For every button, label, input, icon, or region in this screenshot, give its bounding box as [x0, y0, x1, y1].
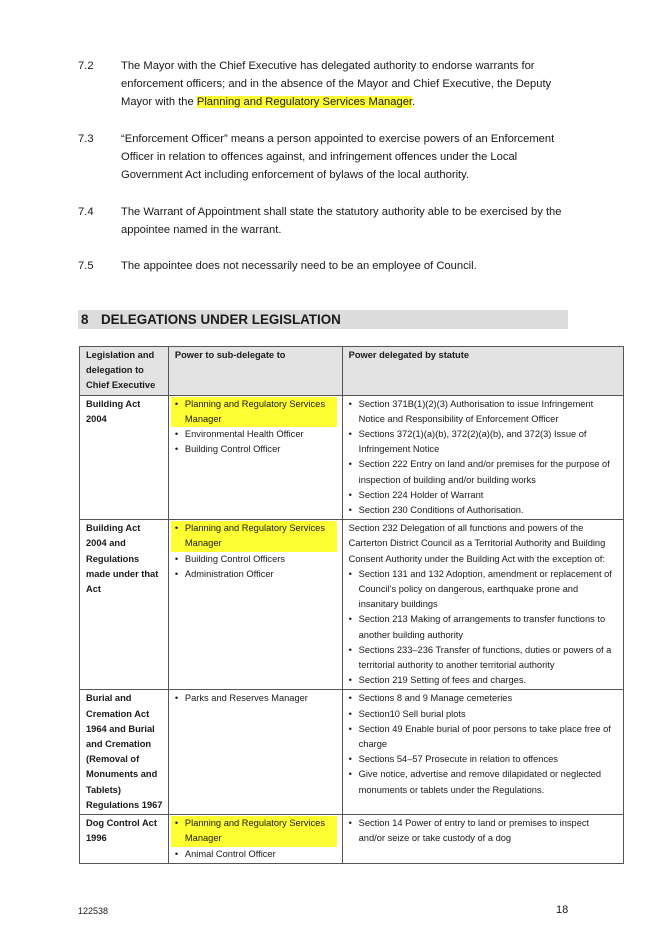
list-item: • Building Control Officers [175, 552, 337, 567]
subdelegate-list [175, 816, 337, 862]
column-header-power: Power delegated by statute [342, 347, 623, 396]
paragraph-7-5 [78, 257, 578, 275]
list-item: • Section 224 Holder of Warrant [349, 488, 618, 503]
table-row [80, 395, 624, 520]
paragraph-7-3 [78, 130, 578, 185]
section-number: 8 [81, 312, 89, 327]
list-item: • Section 219 Setting of fees and charges. [349, 673, 618, 688]
power-list [349, 397, 618, 519]
paragraph-text: The Mayor with the Chief Executive has delegated authority to endorse warrants for enforcement officers; and in the absence of the Mayor and Chief Executive, the Deputy Mayor with the Planning and Regulatory Services Manager. [121, 60, 552, 109]
list-item: • Section 49 Enable burial of poor persons to take place free of charge [349, 722, 618, 752]
subdelegate-list [175, 521, 337, 582]
delegations-table [79, 346, 624, 864]
table-row [80, 690, 624, 815]
subdelegate-cell [168, 395, 342, 520]
power-list [349, 816, 618, 846]
power-cell [342, 520, 623, 690]
paragraph-text: The appointee does not necessarily need to be an employee of Council. [121, 260, 477, 272]
legislation-cell: Building Act 2004 [80, 395, 169, 520]
paragraph-text: “Enforcement Officer” means a person appointed to exercise powers of an Enforcement Officer in relation to offences against, and infringement offences under the Local Government Act including enforcement of bylaws of the local authority. [121, 133, 555, 182]
highlighted-text: Planning and Regulatory Services Manager [196, 96, 413, 109]
list-item: • Parks and Reserves Manager [175, 691, 337, 706]
list-item: • Environmental Health Officer [175, 427, 337, 442]
paragraph-7-4 [78, 203, 578, 239]
paragraph-7-2 [78, 57, 578, 112]
list-item: • Administration Officer [175, 567, 337, 582]
list-item: • Sections 8 and 9 Manage cemeteries [349, 691, 618, 706]
table-row [80, 815, 624, 864]
list-item: • Planning and Regulatory Services Manager [171, 521, 337, 551]
list-item: • Section 222 Entry on land and/or premises for the purpose of inspection of building and/or building works [349, 457, 618, 487]
subdelegate-cell [168, 690, 342, 815]
paragraph-number: 7.2 [78, 60, 94, 72]
document-id: 122538 [78, 906, 109, 916]
column-header-legislation: Legislation and delegation to Chief Executive [80, 347, 169, 396]
legislation-cell: Building Act 2004 and Regulations made under that Act [80, 520, 169, 690]
column-header-subdelegate: Power to sub-delegate to [168, 347, 342, 396]
power-list [349, 691, 618, 797]
list-item: • Planning and Regulatory Services Manager [171, 816, 337, 846]
list-item: • Section10 Sell burial plots [349, 707, 618, 722]
list-item: • Section 230 Conditions of Authorisation. [349, 503, 618, 518]
table-row [80, 520, 624, 690]
list-item: • Section 14 Power of entry to land or premises to inspect and/or seize or take custody of a dog [349, 816, 618, 846]
power-cell [342, 395, 623, 520]
paragraph-text: The Warrant of Appointment shall state the statutory authority able to be exercised by the appointee named in the warrant. [121, 206, 562, 237]
list-item: • Section 213 Making of arrangements to transfer functions to another building authority [349, 612, 618, 642]
power-intro: Section 232 Delegation of all functions and powers of the Carterton District Council as a Territorial Authority and Building Consent Authority under the Building Act with the exception of: [348, 523, 606, 564]
list-item: • Sections 372(1)(a)(b), 372(2)(a)(b), and 372(3) Issue of Infringement Notice [349, 427, 618, 457]
subdelegate-list [175, 397, 337, 458]
legislation-cell: Burial and Cremation Act 1964 and Burial and Cremation (Removal of Monuments and Tablets) Regulations 1967 [80, 690, 169, 815]
power-cell [342, 815, 623, 864]
list-item: • Animal Control Officer [175, 847, 337, 862]
section-title: DELEGATIONS UNDER LEGISLATION [101, 312, 341, 327]
list-item: • Sections 54–57 Prosecute in relation to offences [349, 752, 618, 767]
legislation-cell: Dog Control Act 1996 [80, 815, 169, 864]
section-heading [78, 310, 568, 329]
subdelegate-list [175, 691, 337, 706]
page-number: 18 [556, 904, 569, 916]
paragraph-number: 7.5 [78, 260, 94, 272]
table-header-row [80, 347, 624, 396]
list-item: • Building Control Officer [175, 442, 337, 457]
list-item: • Give notice, advertise and remove dilapidated or neglected monuments or tablets under the Regulations. [349, 767, 618, 797]
subdelegate-cell [168, 815, 342, 864]
list-item: • Planning and Regulatory Services Manager [171, 397, 337, 427]
power-cell [342, 690, 623, 815]
list-item: • Sections 233–236 Transfer of functions, duties or powers of a territorial authority to another territorial authority [349, 643, 618, 673]
power-list [349, 567, 618, 689]
paragraph-number: 7.4 [78, 206, 94, 218]
subdelegate-cell [168, 520, 342, 690]
list-item: • Section 131 and 132 Adoption, amendment or replacement of Council’s policy on dangerous, earthquake prone and insanitary buildings [349, 567, 618, 613]
paragraph-number: 7.3 [78, 133, 94, 145]
list-item: • Section 371B(1)(2)(3) Authorisation to issue Infringement Notice and Responsibility of Enforcement Officer [349, 397, 618, 427]
